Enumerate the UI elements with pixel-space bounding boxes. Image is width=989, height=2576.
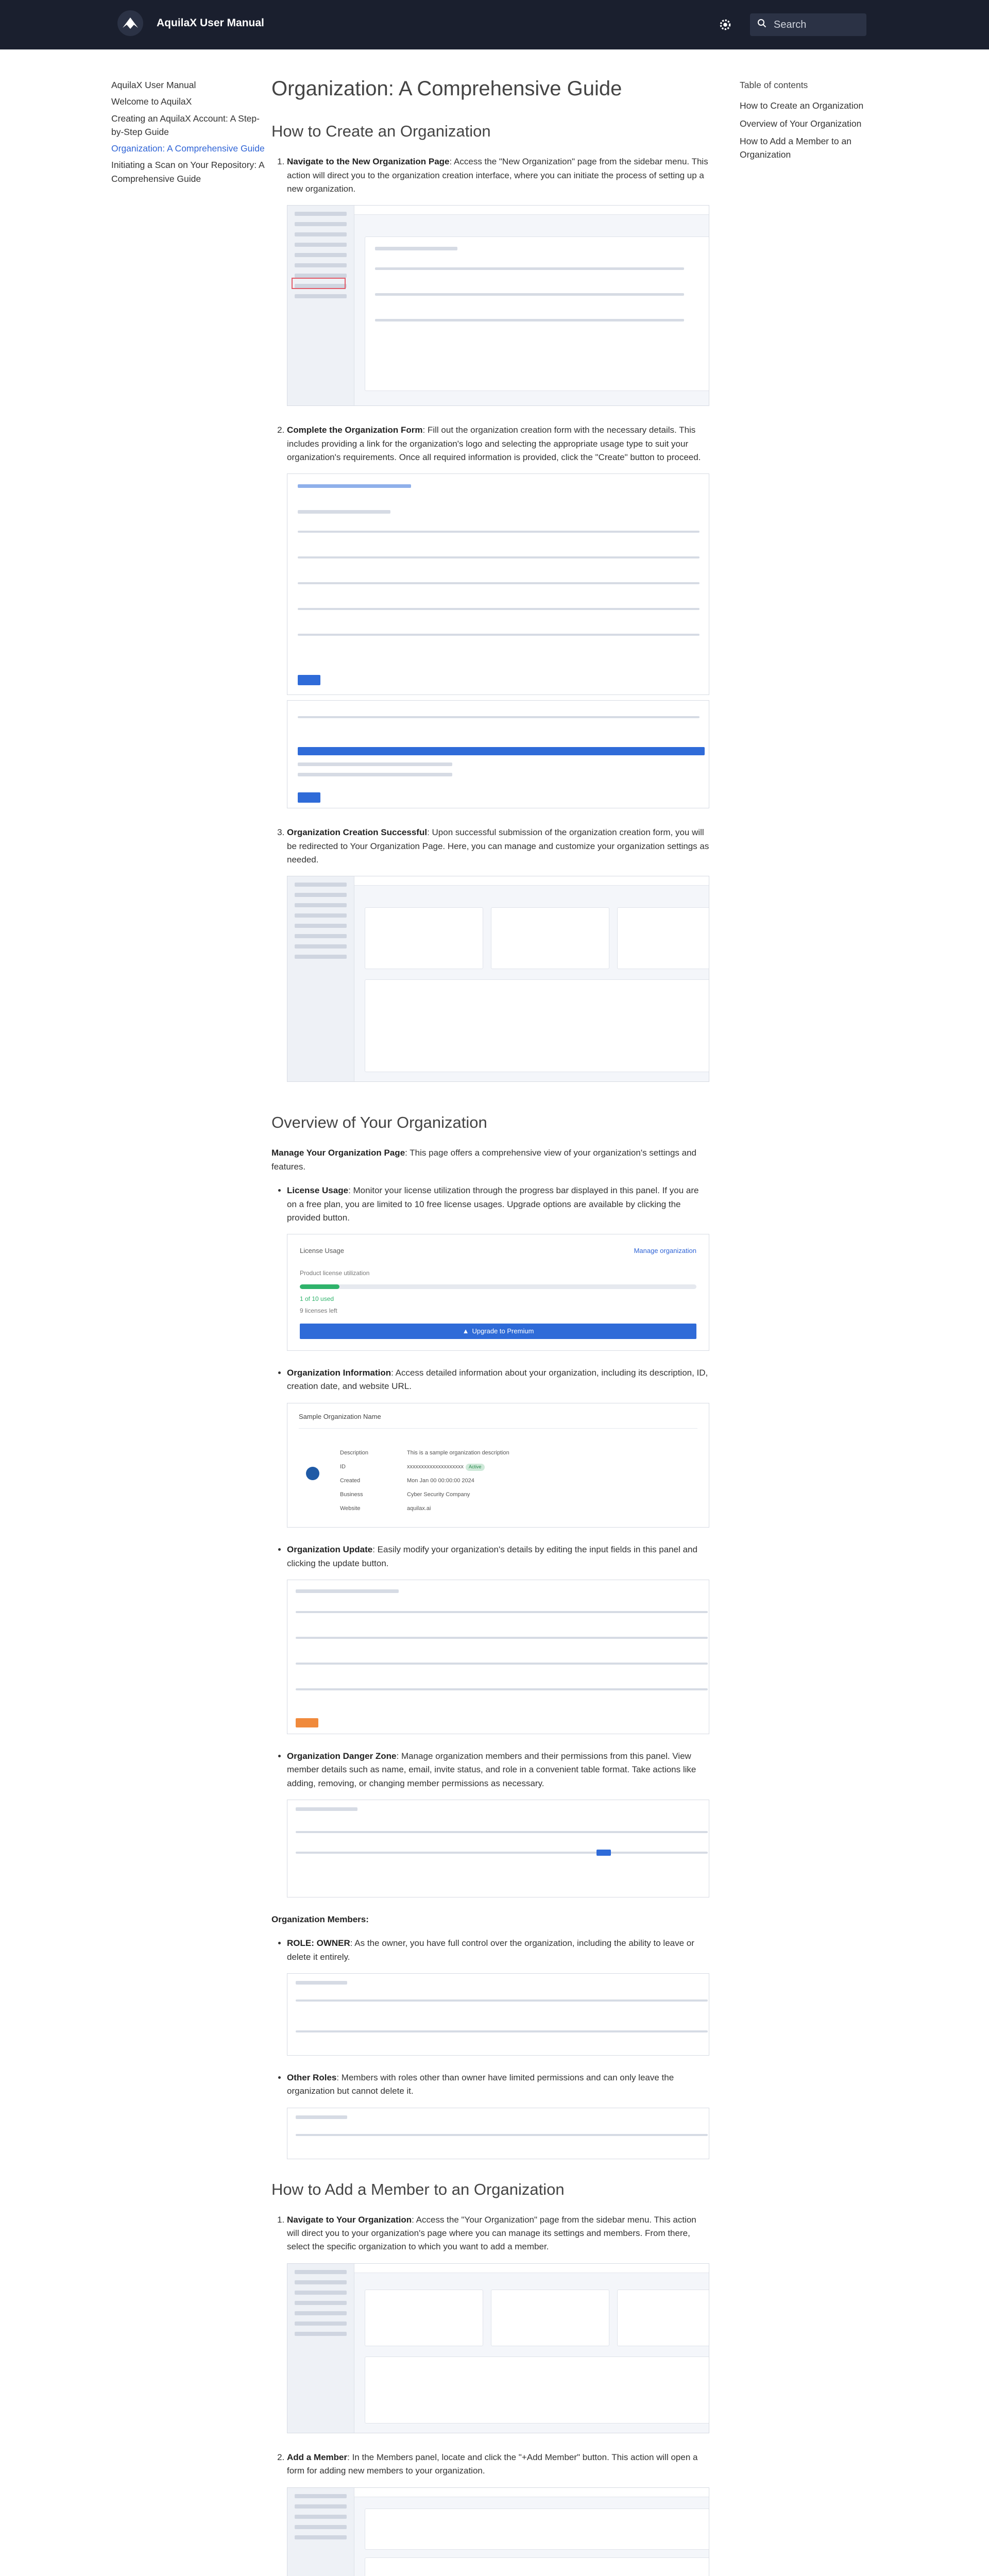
search-input[interactable]: [750, 13, 866, 36]
organization-avatar: [306, 1467, 319, 1480]
feature-text: : Manage organization members and their permissions from this panel. View member details such as name, email, invite status, and role in a convenient table format. Take actions like adding, removing, or changing member permissions as necessary.: [287, 1751, 696, 1788]
sidebar-item-initiating-scan[interactable]: Initiating a Scan on Your Repository: A Comprehensive Guide: [111, 160, 264, 184]
list-item: [287, 423, 709, 808]
screenshot-add-member-button: [287, 2487, 709, 2576]
brand[interactable]: [117, 10, 264, 36]
info-value: Mon Jan 00 00:00:00 2024: [407, 1478, 474, 1484]
info-value: Cyber Security Company: [407, 1492, 470, 1498]
license-count: 1 of 10 used: [300, 1295, 334, 1302]
screenshot-owner-role: [287, 1973, 709, 2056]
screenshot-organization-form: [287, 473, 709, 695]
sidebar-item-user-manual[interactable]: AquilaX User Manual: [111, 80, 196, 90]
role-text: : As the owner, you have full control over the organization, including the ability to leave or delete it entirely.: [287, 1938, 694, 1962]
info-key: ID: [340, 1463, 346, 1470]
overview-intro: [271, 1146, 709, 1174]
search-icon: [757, 17, 766, 33]
screenshot-usage-dropdown: [287, 700, 709, 808]
list-item: [287, 2213, 709, 2433]
table-row: [340, 1488, 509, 1502]
license-progress-bar: [300, 1284, 696, 1289]
settings-gear-icon[interactable]: [716, 15, 735, 34]
table-row: [340, 1474, 509, 1488]
table-row: [340, 1502, 509, 1516]
step-text: : Access the "New Organization" page from the sidebar menu. This action will direct you to the organization creation interface, where you can initiate the process of setting up a new organization.: [287, 157, 708, 194]
sidebar-nav: [111, 78, 266, 189]
list-item: [287, 2451, 709, 2576]
feature-text: : Monitor your license utilization through the progress bar displayed in this panel. If you are on a free plan, you are limited to 10 free license usages. Upgrade options are available by clicking the provided button.: [287, 1185, 699, 1223]
screenshot-danger-zone: [287, 1800, 709, 1897]
license-subtitle: Product license utilization: [300, 1269, 370, 1277]
info-value: aquilax.ai: [407, 1505, 431, 1512]
info-key: Business: [340, 1492, 363, 1498]
main-content: [271, 76, 709, 2576]
table-row: [340, 1460, 509, 1474]
license-usage-card: [287, 1234, 709, 1351]
step-title: Navigate to Your Organization: [287, 2214, 412, 2225]
info-key: Created: [340, 1478, 361, 1484]
info-value: xxxxxxxxxxxxxxxxxxxx: [407, 1463, 464, 1470]
member-roles: [271, 1937, 709, 2159]
rocket-icon: ▲: [462, 1327, 469, 1335]
screenshot-your-organization: [287, 2263, 709, 2433]
page-title: Organization: A Comprehensive Guide: [271, 77, 622, 100]
step-text: : Upon successful submission of the organization creation form, you will be redirected to Your Organization Page. Here, you can manage and customize your organization settings as needed.: [287, 827, 709, 865]
license-progress-fill: [300, 1284, 339, 1289]
step-title: Complete the Organization Form: [287, 425, 423, 435]
role-title: ROLE: OWNER: [287, 1938, 350, 1948]
list-item: [287, 155, 709, 406]
feature-title: Organization Update: [287, 1545, 373, 1555]
toc-item-add-member[interactable]: How to Add a Member to an Organization: [740, 135, 851, 160]
list-item: [287, 1184, 709, 1351]
toc-item-create-organization[interactable]: How to Create an Organization: [740, 100, 864, 111]
section-heading-add-member: How to Add a Member to an Organization: [271, 2180, 565, 2198]
members-heading: [271, 1913, 709, 1926]
table-of-contents: [740, 78, 874, 165]
overview-features: [271, 1184, 709, 1897]
list-item: [287, 1937, 709, 2056]
list-item: [287, 826, 709, 1082]
screenshot-new-organization: [287, 205, 709, 406]
feature-title: Organization Information: [287, 1368, 391, 1378]
toc-item-overview[interactable]: Overview of Your Organization: [740, 118, 862, 129]
license-remaining: 9 licenses left: [300, 1307, 337, 1314]
members-heading-text: Organization Members:: [271, 1914, 369, 1924]
create-steps: [271, 155, 709, 1082]
role-text: : Members with roles other than owner have limited permissions and can only leave the organization but cannot delete it.: [287, 2072, 674, 2096]
upgrade-label: Upgrade to Premium: [472, 1327, 534, 1335]
add-member-steps: [271, 2213, 709, 2576]
screenshot-other-roles: [287, 2108, 709, 2159]
role-title: Other Roles: [287, 2072, 337, 2082]
sidebar-item-organization[interactable]: Organization: A Comprehensive Guide: [111, 143, 265, 154]
table-row: [340, 1446, 509, 1460]
intro-bold: Manage Your Organization Page: [271, 1148, 405, 1158]
feature-title: License Usage: [287, 1185, 349, 1196]
organization-info-card: [287, 1403, 709, 1528]
toc-title: Table of contents: [740, 80, 808, 90]
feature-text: : Access detailed information about your organization, including its description, ID, creation date, and website URL.: [287, 1368, 708, 1392]
manage-organization-link[interactable]: Manage organization: [634, 1247, 696, 1255]
screenshot-organization-update: [287, 1580, 709, 1734]
section-heading-overview: Overview of Your Organization: [271, 1113, 487, 1132]
top-header: [0, 0, 989, 49]
step-title: Organization Creation Successful: [287, 827, 428, 838]
status-badge: Active: [466, 1464, 485, 1471]
list-item: [287, 2071, 709, 2159]
feature-text: : Easily modify your organization's details by editing the input fields in this panel and clicking the update button.: [287, 1545, 697, 1568]
step-text: : Access the "Your Organization" page from the sidebar menu. This action will direct you to your organization's page where you can manage its settings and members. From there, select the specific organization to which you want to add a member.: [287, 2214, 696, 2252]
screenshot-organization-created: [287, 876, 709, 1082]
organization-info-table: [340, 1446, 509, 1516]
step-text: : In the Members panel, locate and click the "+Add Member" button. This action will open a form for adding new members to your organization.: [287, 2452, 698, 2476]
sidebar-item-welcome[interactable]: Welcome to AquilaX: [111, 96, 192, 107]
intro-text: : This page offers a comprehensive view of your organization's settings and features.: [271, 1148, 696, 1172]
info-value: This is a sample organization description: [407, 1449, 509, 1456]
list-item: [287, 1366, 709, 1528]
step-title: Navigate to the New Organization Page: [287, 157, 450, 167]
list-item: [287, 1750, 709, 1897]
info-key: Description: [340, 1449, 369, 1456]
organization-name: Sample Organization Name: [299, 1412, 697, 1429]
license-card-title: License Usage: [300, 1247, 344, 1255]
aquilax-logo-icon: [117, 10, 143, 36]
feature-title: Organization Danger Zone: [287, 1751, 397, 1761]
upgrade-button[interactable]: [300, 1324, 696, 1339]
info-key: Website: [340, 1505, 361, 1512]
list-item: [287, 1543, 709, 1734]
step-title: Add a Member: [287, 2452, 348, 2462]
step-text: : Fill out the organization creation form with the necessary details. This includes providing a link for the organization's logo and selecting the appropriate usage type to suit your organization's requirements. Once all required information is provided, click the "Create" button to proceed.: [287, 425, 701, 462]
sidebar-item-creating-account[interactable]: Creating an AquilaX Account: A Step-by-Step Guide: [111, 113, 260, 137]
site-title: AquilaX User Manual: [157, 16, 264, 29]
search-placeholder: Search: [774, 19, 807, 30]
section-heading-create: How to Create an Organization: [271, 122, 491, 140]
